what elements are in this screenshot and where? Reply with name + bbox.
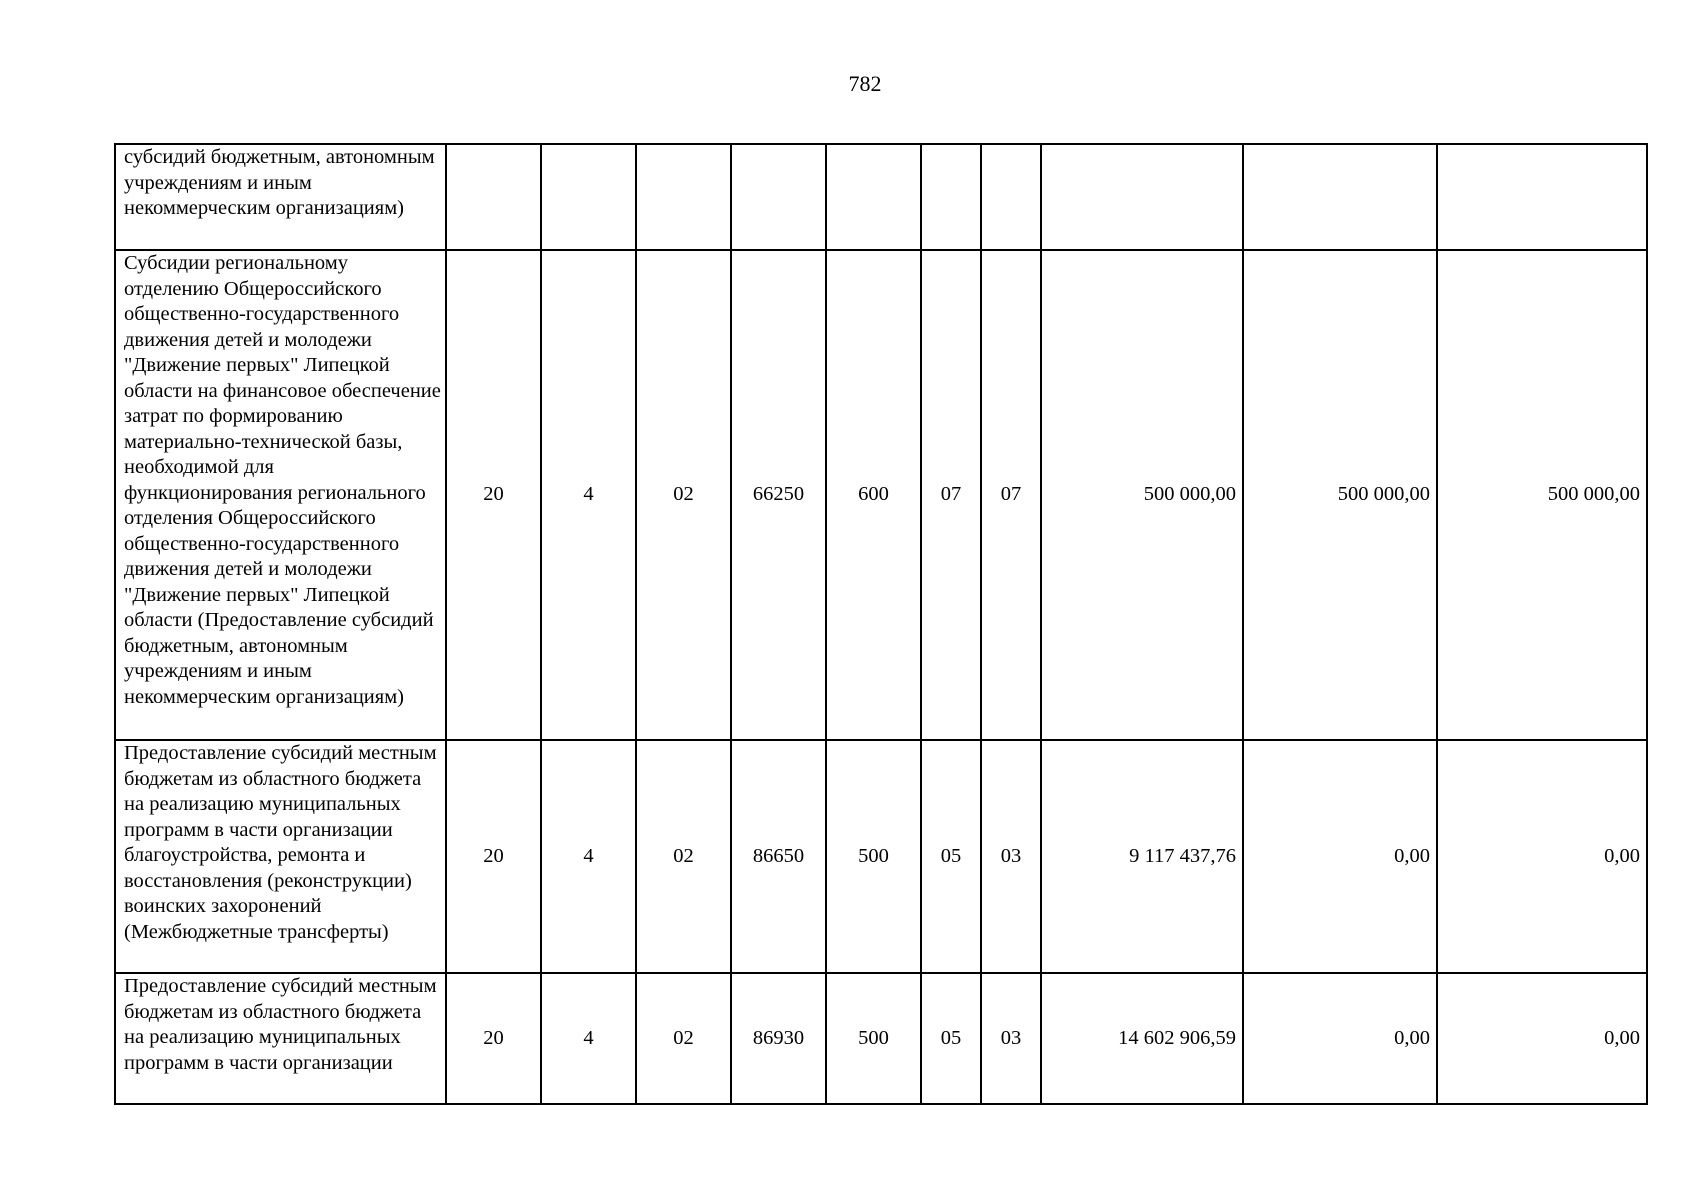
section-cell: 05: [921, 973, 981, 1104]
amount-year3-cell: 500 000,00: [1437, 250, 1647, 740]
program-code-cell: 20: [446, 973, 541, 1104]
amount-year2-cell: 0,00: [1243, 973, 1437, 1104]
amount-year1-cell: [1041, 144, 1243, 250]
subprogram-code-cell: 4: [541, 740, 636, 973]
expense-direction-cell: 86650: [731, 740, 826, 973]
program-code-cell: 20: [446, 740, 541, 973]
row-description: Субсидии региональному отделению Общероссийского общественно-государственного движения детей и молодежи "Движение первых" Липецкой области на финансовое обеспечение затрат по формированию материально-технической базы, необходимой для функционирования регионального отделения Общероссийского общественно-государственного движения детей и молодежи "Движение первых" Липецкой области (Предоставление субсидий бюджетным, автономным учреждениям и иным некоммерческим организациям): [115, 250, 446, 740]
main-activity-code-cell: 02: [636, 973, 731, 1104]
table-row: [115, 740, 1647, 973]
row-description: субсидий бюджетным, автономным учреждениям и иным некоммерческим организациям): [115, 144, 446, 250]
subprogram-code-cell: 4: [541, 973, 636, 1104]
subprogram-code-cell: [541, 144, 636, 250]
expense-direction-cell: 86930: [731, 973, 826, 1104]
subsection-cell: 03: [981, 740, 1041, 973]
main-activity-code-cell: 02: [636, 250, 731, 740]
subsection-cell: 03: [981, 973, 1041, 1104]
program-code-cell: [446, 144, 541, 250]
amount-year3-cell: 0,00: [1437, 740, 1647, 973]
program-code-cell: 20: [446, 250, 541, 740]
section-cell: 05: [921, 740, 981, 973]
expense-direction-cell: [731, 144, 826, 250]
amount-year1-cell: 14 602 906,59: [1041, 973, 1243, 1104]
expense-type-cell: 600: [826, 250, 921, 740]
amount-year2-cell: 0,00: [1243, 740, 1437, 973]
row-description: Предоставление субсидий местным бюджетам из областного бюджета на реализацию муниципальных программ в части организации благоустройства, ремонта и восстановления (реконструкции) воинских захоронений (Межбюджетные трансферты): [115, 740, 446, 973]
subsection-cell: 07: [981, 250, 1041, 740]
expense-type-cell: 500: [826, 973, 921, 1104]
amount-year3-cell: [1437, 144, 1647, 250]
section-cell: [921, 144, 981, 250]
row-description: Предоставление субсидий местным бюджетам из областного бюджета на реализацию муниципальных программ в части организации: [115, 973, 446, 1104]
subsection-cell: [981, 144, 1041, 250]
table-row: [115, 144, 1647, 250]
expense-direction-cell: 66250: [731, 250, 826, 740]
expense-type-cell: [826, 144, 921, 250]
section-cell: 07: [921, 250, 981, 740]
table-row: [115, 973, 1647, 1104]
main-activity-code-cell: [636, 144, 731, 250]
amount-year2-cell: 500 000,00: [1243, 250, 1437, 740]
expense-type-cell: 500: [826, 740, 921, 973]
amount-year1-cell: 9 117 437,76: [1041, 740, 1243, 973]
subprogram-code-cell: 4: [541, 250, 636, 740]
amount-year2-cell: [1243, 144, 1437, 250]
main-activity-code-cell: 02: [636, 740, 731, 973]
table-row: [115, 250, 1647, 740]
amount-year3-cell: 0,00: [1437, 973, 1647, 1104]
amount-year1-cell: 500 000,00: [1041, 250, 1243, 740]
budget-table: [114, 143, 1648, 1105]
page-number: 782: [848, 71, 882, 96]
